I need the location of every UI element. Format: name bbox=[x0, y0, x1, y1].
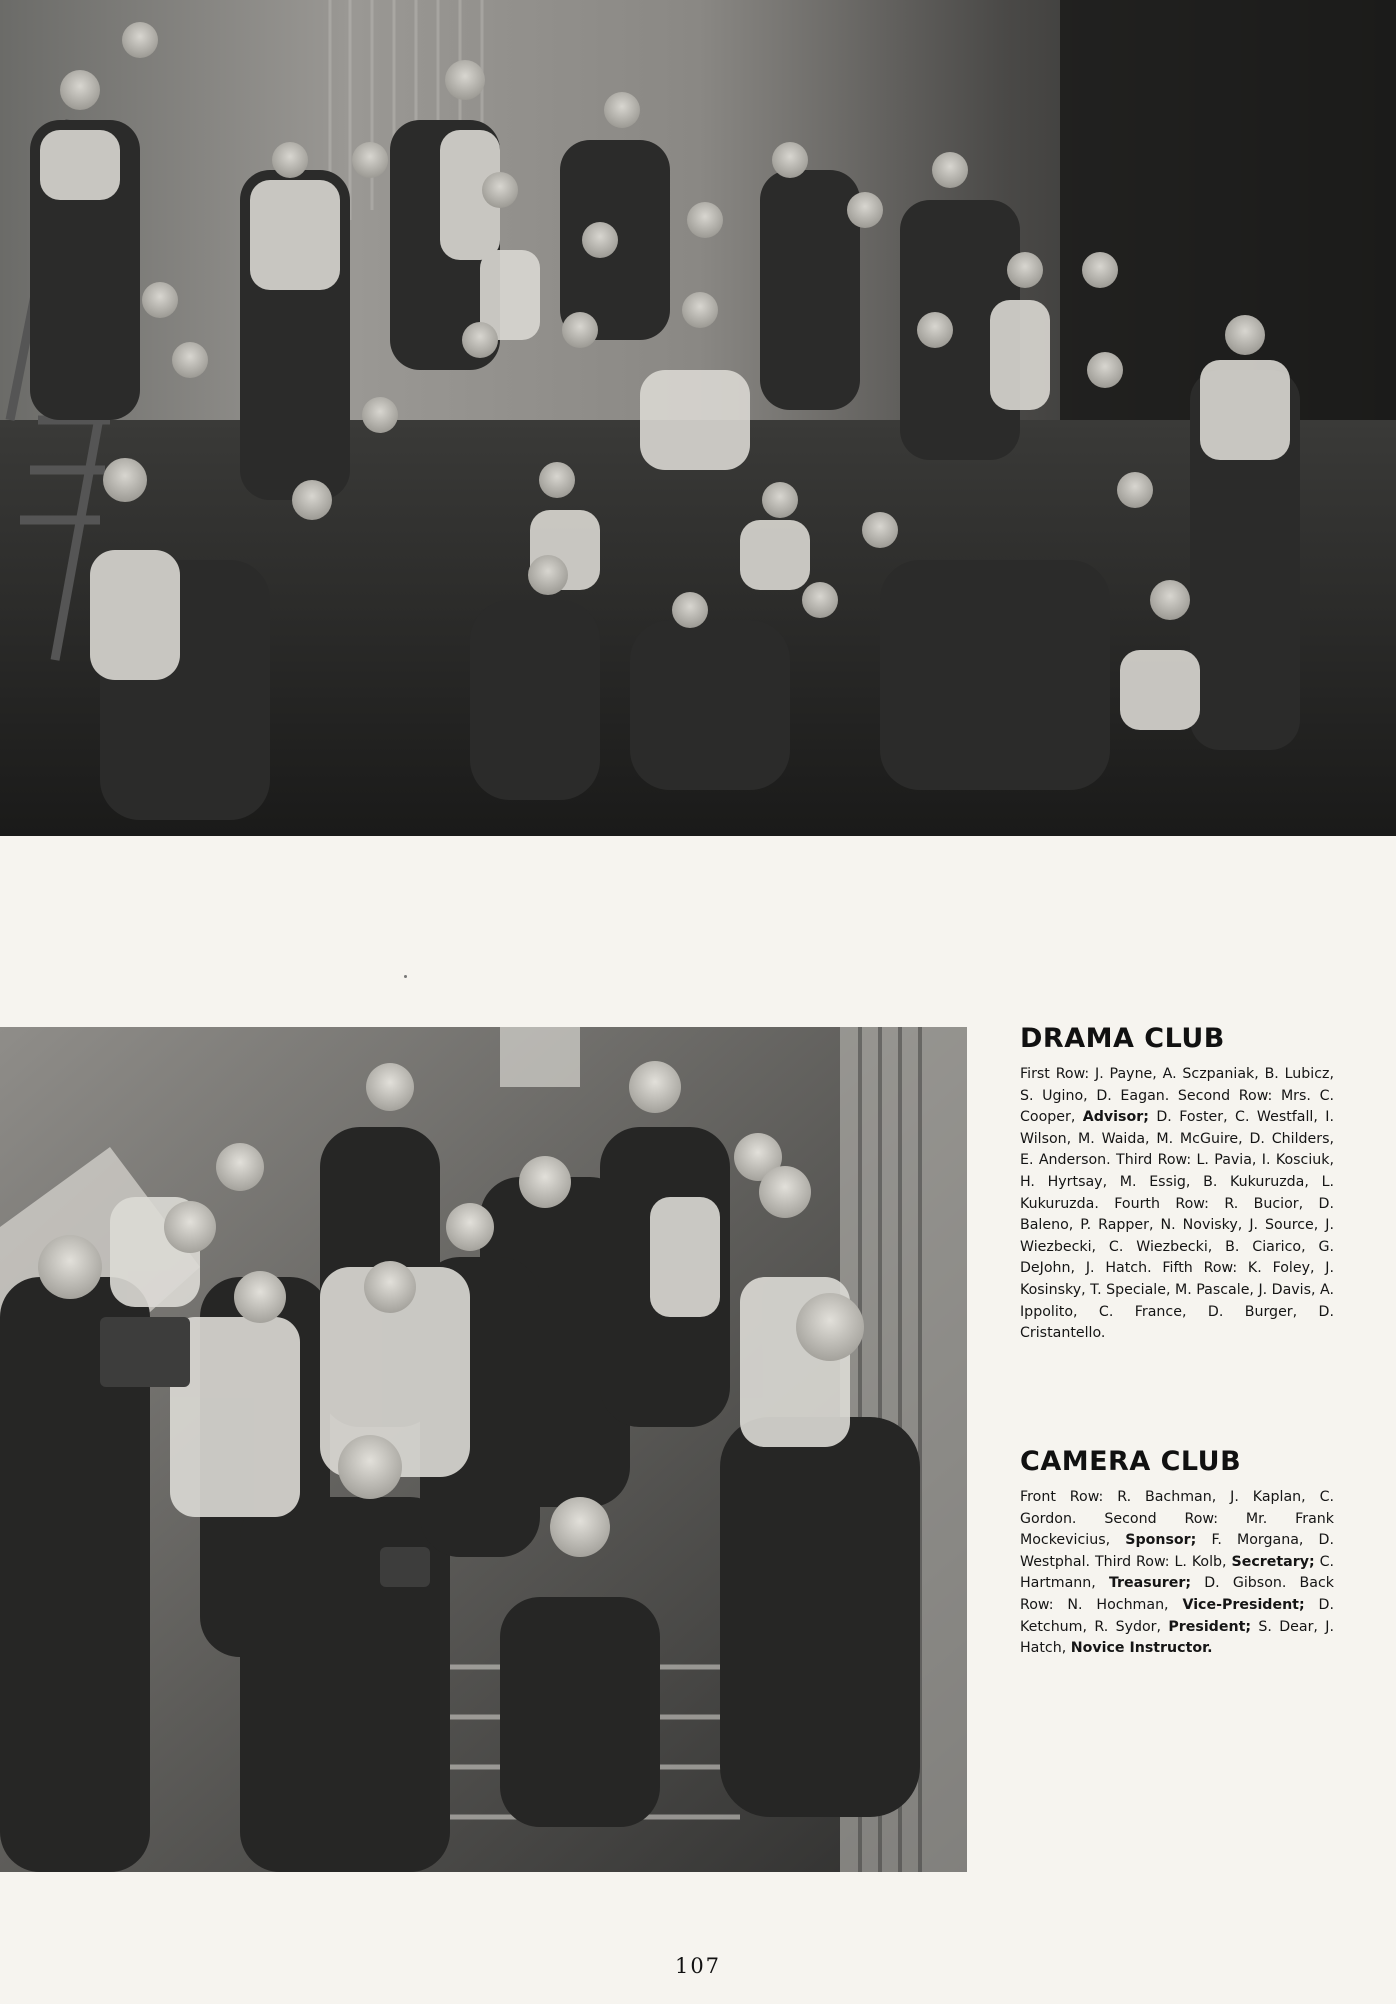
camera-text-part: S. Dear, J. Hatch, bbox=[1020, 1618, 1334, 1657]
camera-role-president: President; bbox=[1168, 1618, 1252, 1635]
camera-role-secretary: Secretary; bbox=[1231, 1553, 1315, 1570]
camera-text-part: D. Ketchum, R. Sydor, bbox=[1020, 1596, 1334, 1635]
drama-club-heading: DRAMA CLUB bbox=[1020, 1023, 1225, 1054]
camera-text-part: C. Hartmann, bbox=[1020, 1553, 1334, 1592]
drama-club-members bbox=[1020, 1064, 1334, 1345]
camera-text-part: F. Morgana, D. Westphal. Third Row: L. Kolb, bbox=[1020, 1532, 1334, 1570]
drama-club-caption bbox=[1020, 1023, 1334, 1345]
camera-text-part: Front Row: R. Bachman, J. Kaplan, C. Gordon. Second Row: Mr. Frank Mockevicius, bbox=[1020, 1489, 1334, 1549]
drama-club-photo-image bbox=[0, 0, 1396, 836]
drama-text-part: D. Foster, C. Westfall, I. Wilson, M. Waida, M. McGuire, D. Childers, E. Anderson. Third Row: L. Pavia, I. Kosciuk, H. Hyrtsay, M. Essig, B. Kukuruzda, L. Kukuruzda. Fourth Row: R. Bucior, D. Baleno, P. Rapper, N. Novisky, J. Source, J. Wiezbecki, C. Wiezbecki, B. Ciarico, G. DeJohn, J. Hatch. Fifth Row: K. Foley, J. Kosinsky, T. Speciale, M. Pascale, J. Davis, A. Ippolito, C. France, D. Burger, D. Cristantello. bbox=[1020, 1109, 1334, 1342]
drama-role-advisor: Advisor; bbox=[1082, 1109, 1149, 1126]
camera-club-heading: CAMERA CLUB bbox=[1020, 1446, 1242, 1477]
camera-club-photo-image bbox=[0, 1027, 967, 1872]
page-number: 107 bbox=[674, 1954, 722, 1978]
drama-club-photo bbox=[0, 0, 1396, 836]
camera-role-novice-instructor: Novice Instructor. bbox=[1070, 1640, 1213, 1657]
camera-role-vice-president: Vice-President; bbox=[1182, 1596, 1305, 1613]
camera-role-sponsor: Sponsor; bbox=[1125, 1532, 1197, 1549]
camera-club-caption bbox=[1020, 1446, 1334, 1660]
camera-role-treasurer: Treasurer; bbox=[1108, 1575, 1192, 1592]
camera-club-members bbox=[1020, 1487, 1334, 1660]
print-speck bbox=[404, 975, 407, 978]
camera-text-part: D. Gibson. Back Row: N. Hochman, bbox=[1020, 1575, 1334, 1613]
camera-club-photo bbox=[0, 1027, 967, 1872]
drama-text-part: First Row: J. Payne, A. Sczpaniak, B. Lubicz, S. Ugino, D. Eagan. Second Row: Mrs. C. Cooper, bbox=[1020, 1066, 1334, 1126]
